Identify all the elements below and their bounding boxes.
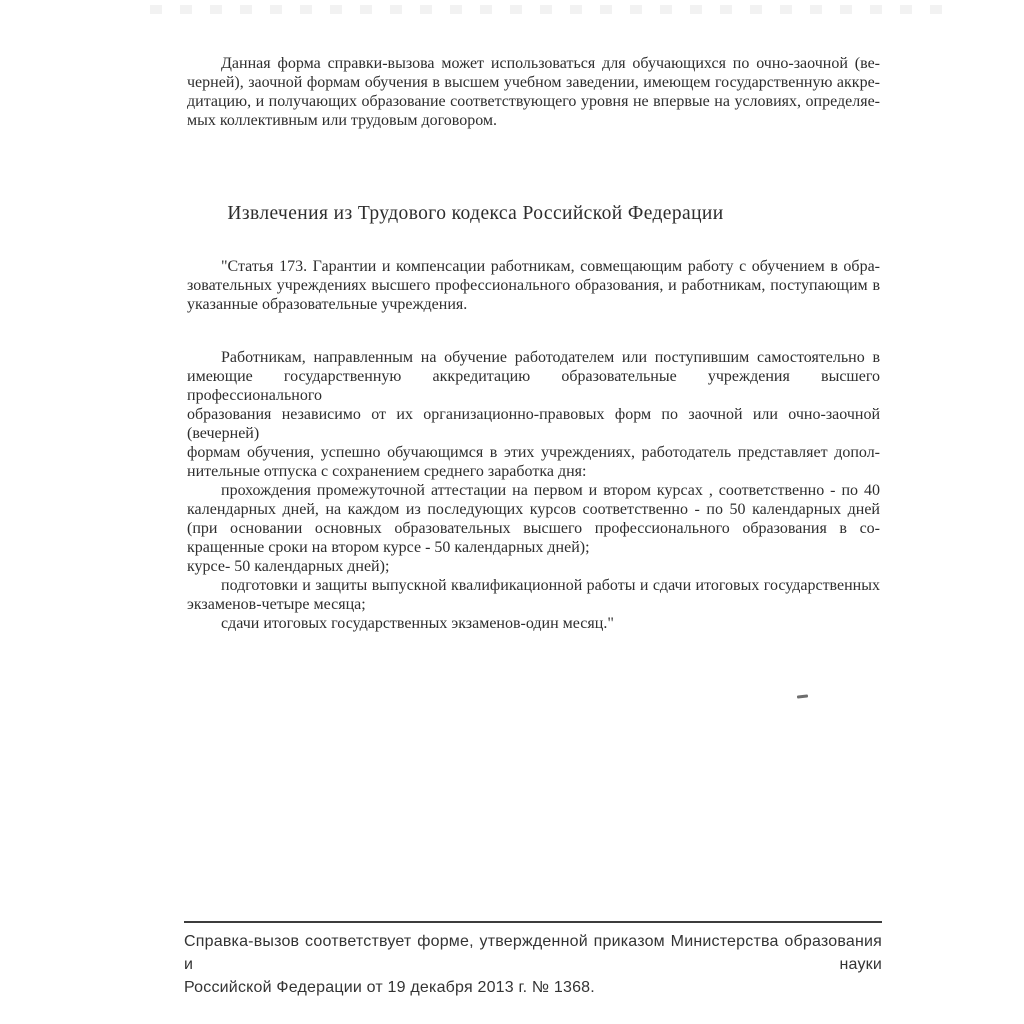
document-body (187, 54, 880, 633)
text-line: Российской Федерации от 19 декабря 2013 г. № 1368. (184, 979, 595, 996)
interim-attestation-item (187, 481, 880, 557)
text-line: экзаменов-четыре месяца; (187, 596, 366, 613)
text-line: зовательных учреждениях высшего профессионального образования, и работникам, поступающим в (187, 277, 880, 294)
final-exams-item (187, 614, 880, 633)
text-line: Данная форма справки-вызова может использоваться для обучающихся по очно-заочной (ве- (221, 55, 880, 72)
text-line: курсе- 50 календарных дней); (187, 558, 390, 575)
text-line: мых коллективным или трудовым договором. (187, 112, 498, 129)
scan-noise-artifact (150, 5, 960, 14)
footer-note (184, 921, 882, 999)
text-line: нительные отпуска с сохранением среднего заработка дня: (187, 463, 587, 480)
text-line: образования независимо от их организационно-правовых форм по заочной или очно-заочной (вечерней) (187, 406, 880, 442)
final-work-item (187, 576, 880, 614)
text-line: формам обучения, успешно обучающимся в этих учреждениях, работодатель представляет допол- (187, 444, 880, 461)
text-line: дитацию, и получающих образование соответствующего уровня не впервые на условиях, определяе- (187, 93, 880, 110)
text-line: "Статья 173. Гарантии и компенсации работникам, совмещающим работу с обучением в обра- (221, 258, 880, 275)
text-line: кращенные сроки на втором курсе - 50 календарных дней); (187, 539, 590, 556)
study-leave-paragraph (187, 348, 880, 481)
intro-paragraph (187, 54, 880, 130)
text-line: Работникам, направленным на обучение работодателем или поступившим самостоятельно в (221, 349, 880, 366)
text-line: (при основании основных образовательных высшего профессионального образования в со- (187, 520, 880, 537)
text-line: имеющие государственную аккредитацию образовательные учреждения высшего профессионального (187, 368, 880, 404)
text-line: календарных дней, на каждом из последующих курсов соответственно - по 50 календарных дней (187, 501, 880, 518)
article-173-title (187, 257, 880, 314)
scan-speck-artifact (797, 694, 808, 698)
text-line: черней), заочной формам обучения в высшем учебном заведении, имеющем государственную аккре- (187, 74, 880, 91)
text-line: указанные образовательные учреждения. (187, 296, 468, 313)
course-days-line (187, 557, 880, 576)
text-line: Справка-вызов соответствует форме, утвержденной приказом Министерства образования и науки (184, 933, 882, 973)
text-line: прохождения промежуточной аттестации на первом и втором курсах , соответственно - по 40 (221, 482, 880, 499)
document-heading: Извлечения из Трудового кодекса Российской Федерации (227, 203, 724, 224)
text-line: подготовки и защиты выпускной квалификационной работы и сдачи итоговых государственных (221, 577, 880, 594)
text-line: сдачи итоговых государственных экзаменов-один месяц." (221, 615, 614, 632)
